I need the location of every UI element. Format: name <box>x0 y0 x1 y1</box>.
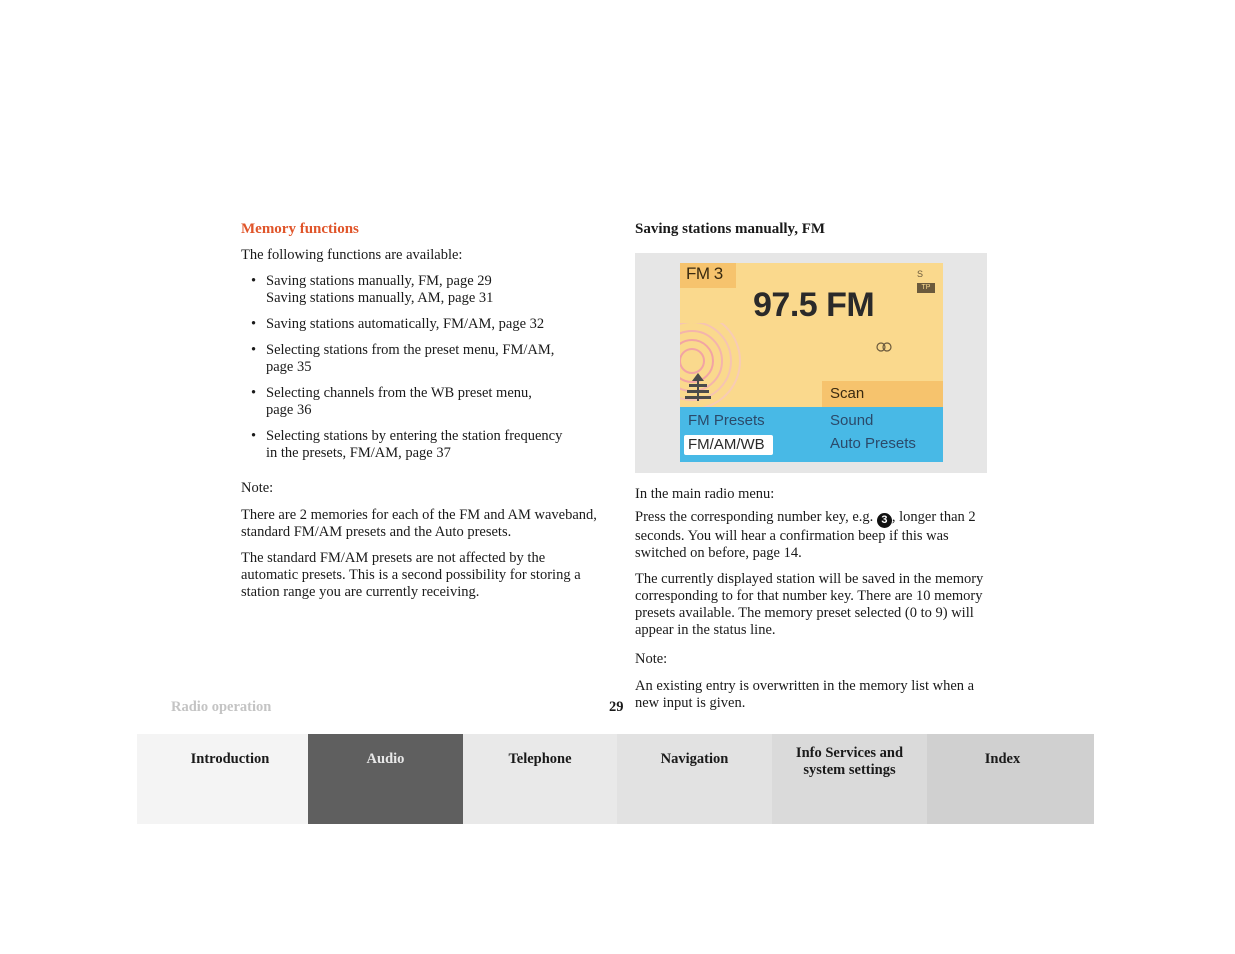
left-column <box>241 221 601 610</box>
scan-label: Scan <box>830 385 865 402</box>
frequency-readout: 97.5 FM <box>753 286 875 324</box>
bullet-icon: • <box>251 385 257 401</box>
note-label: Note: <box>635 651 668 667</box>
tab-info-services[interactable] <box>772 734 927 824</box>
list-item-line[interactable]: Saving stations manually, FM, page 29 <box>266 273 492 289</box>
stereo-icon <box>876 341 892 358</box>
status-s-icon: S <box>917 269 924 279</box>
band-label: FM 3 <box>686 264 723 283</box>
bullet-icon: • <box>251 342 257 358</box>
instruction-intro: In the main radio menu: <box>635 486 775 502</box>
instruction-paragraph <box>635 509 990 562</box>
tab-index[interactable] <box>927 734 1094 824</box>
note-label: Note: <box>241 480 274 496</box>
band-select-menu-item[interactable] <box>684 435 773 455</box>
list-item <box>241 316 601 333</box>
radio-screen <box>680 263 943 462</box>
tab-introduction[interactable] <box>137 734 308 824</box>
list-item-line[interactable]: in the presets, FM/AM, page 37 <box>266 445 451 461</box>
list-item-line[interactable]: Selecting stations by entering the station frequency <box>266 428 563 444</box>
radio-display-figure <box>635 253 987 473</box>
list-item <box>241 428 601 462</box>
tab-navigation[interactable] <box>617 734 772 824</box>
instruction-text: Press the corresponding number key, e.g. <box>635 509 877 525</box>
list-item <box>241 273 601 307</box>
bullet-icon: • <box>251 273 257 289</box>
antenna-icon <box>680 323 750 412</box>
note-paragraph: An existing entry is overwritten in the memory list when a new input is given. <box>635 678 975 711</box>
tab-label: Info Services and system settings <box>795 745 904 778</box>
page-number: 29 <box>609 699 624 715</box>
intro-text: The following functions are available: <box>241 247 463 263</box>
traffic-program-icon: TP <box>917 283 935 293</box>
list-item-line[interactable]: Saving stations automatically, FM/AM, page 32 <box>266 316 545 332</box>
list-item-line[interactable]: Selecting stations from the preset menu, FM/AM, <box>266 342 555 358</box>
instruction-text: , longer than 2 seconds. You will hear a confirmation beep if this was switched on before, page 14. <box>635 509 976 561</box>
fm-presets-menu-item[interactable]: FM Presets <box>688 412 765 429</box>
list-item-line[interactable]: Selecting channels from the WB preset menu, <box>266 385 532 401</box>
list-item <box>241 385 601 419</box>
chapter-tab-bar <box>137 734 1094 824</box>
list-item <box>241 342 601 376</box>
running-footer-section: Radio operation <box>171 699 272 715</box>
radio-menu-bar <box>680 407 943 462</box>
tab-label: Navigation <box>660 751 729 767</box>
list-item-line[interactable]: page 36 <box>266 402 312 418</box>
auto-presets-menu-item[interactable]: Auto Presets <box>830 435 916 452</box>
list-item-line[interactable]: Saving stations manually, AM, page 31 <box>266 290 494 306</box>
function-list <box>241 273 601 462</box>
tab-label: Telephone <box>508 751 572 767</box>
scan-menu-item[interactable] <box>822 381 943 407</box>
bullet-icon: • <box>251 428 257 444</box>
right-column <box>635 221 990 721</box>
instruction-paragraph: The currently displayed station will be saved in the memory corresponding to for that number key. There are 10 memory presets available. The memory preset selected (0 to 9) will appear in the status line. <box>635 571 984 638</box>
subsection-heading: Saving stations manually, FM <box>635 221 826 237</box>
tab-audio[interactable] <box>308 734 463 824</box>
band-indicator <box>680 263 736 288</box>
list-item-line[interactable]: page 35 <box>266 359 312 375</box>
tab-label: Audio <box>366 751 405 767</box>
section-title: Memory functions <box>241 221 359 237</box>
tab-telephone[interactable] <box>463 734 617 824</box>
bullet-icon: • <box>251 316 257 332</box>
tab-label: Introduction <box>190 751 270 767</box>
tab-label: Index <box>984 751 1021 767</box>
note-paragraph: There are 2 memories for each of the FM and AM waveband, standard FM/AM presets and the Auto presets. <box>241 507 597 540</box>
number-key-3-icon: 3 <box>877 513 892 528</box>
sound-menu-item[interactable]: Sound <box>830 412 874 429</box>
band-select-label: FM/AM/WB <box>688 436 765 453</box>
note-paragraph: The standard FM/AM presets are not affected by the automatic presets. This is a second possibility for storing a station range you are currently receiving. <box>241 550 581 600</box>
